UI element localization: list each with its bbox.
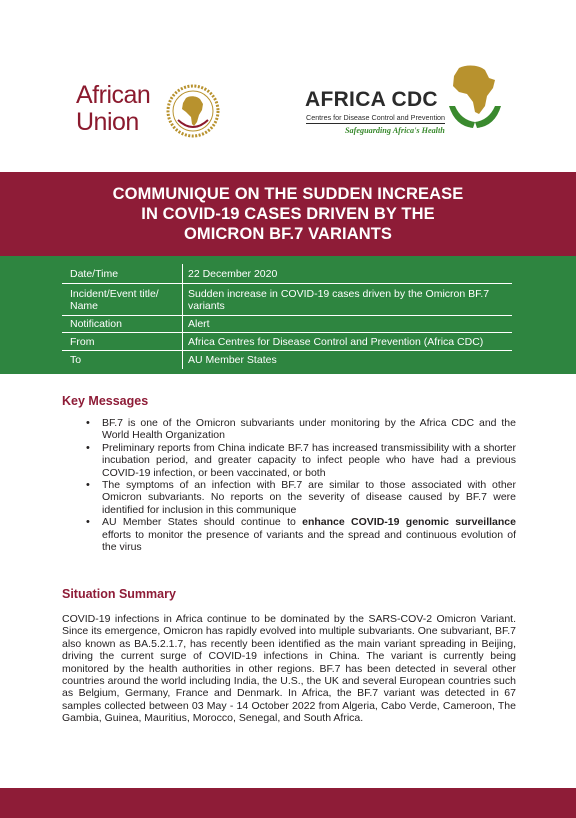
title-band [0,172,576,256]
african-union-logo [76,82,246,142]
info-row-from [62,333,512,351]
item4-text-a: AU Member States should continue to [102,516,303,529]
item4-text-b: efforts to monitor the presence of variants and the spread and continuous evolution of the virus [102,528,516,554]
info-value: 22 December 2020 [188,268,278,280]
africa-hands-icon [445,62,505,134]
title-line2: IN COVID-19 CASES DRIVEN BY THE [141,205,435,223]
au-wordmark [76,82,150,136]
info-key: Incident/Event title/ Name [70,288,159,312]
info-value: Sudden increase in COVID-19 cases driven by the Omicron BF.7 variants [188,288,490,312]
au-line2: Union [76,108,139,136]
info-value: AU Member States [188,354,277,366]
key-messages-heading: Key Messages [62,394,149,408]
list-item: • BF.7 is one of the Omicron subvariants under monitoring by the Africa CDC and the World Health Organization [86,417,516,442]
cdc-subtitle: Centres for Disease Control and Prevention [306,113,446,122]
info-table [0,256,576,374]
list-item: • The symptoms of an infection with BF.7 are similar to those associated with other Omicron subvariants. No reports on the severity of disease caused by BF.7 were identified for inclusion in this communique [86,479,516,516]
list-item: • Preliminary reports from China indicate BF.7 has increased transmissibility with a shorter incubation period, and greater capacity to infect people who have had a previous COVID-19 infection, or been vaccinated, or both [86,442,516,479]
cdc-tagline: Safeguarding Africa's Health [345,126,445,135]
situation-paragraph: COVID-19 infections in Africa continue to be dominated by the SARS-COV-2 Omicron Variant. Since its emergence, Omicron has rapidly evolved into multiple subvariants. One subvariant, BF.7 also known as BA.5.2.1.7, has recently been identified as the main variant spreading in Beijing, driving the current surge of COVID-19 infections in China. The variant is currently being monitored by the health authorities in other regions. BF.7 has been detected in several other countries around the world including India, the U.S., the UK and several European countries such as Belgium, Germany, France and Denmark. In Africa, the BF.7 variant was detected in 67 samples collected between 03 May - 14 October 2022 from Algeria, Cabo Verde, Cameroon, The Gambia, Guinea, Mauritius, Morocco, Senegal, and South Africa. [62,613,516,725]
au-emblem-icon [166,84,220,138]
header-logos [0,0,576,172]
list-item [86,516,516,553]
africa-cdc-logo [305,62,505,142]
info-key: To [70,354,82,366]
info-key: Notification [70,318,122,330]
info-row-title [62,284,512,316]
item4-bold: enhance COVID-19 genomic surveillance [302,516,516,529]
cdc-name: AFRICA CDC [305,88,438,111]
footer-band [0,788,576,818]
info-key: From [70,336,95,348]
au-line1: African [76,81,151,109]
key-messages-list [86,417,516,553]
info-row-notification [62,316,512,333]
info-value: Alert [188,318,210,330]
page-title [113,184,464,244]
situation-heading: Situation Summary [62,587,176,601]
info-value: Africa Centres for Disease Control and Prevention (Africa CDC) [188,336,484,348]
info-key: Date/Time [70,268,119,280]
info-row-date [62,264,512,284]
info-row-to [62,351,512,369]
title-line3: OMICRON BF.7 VARIANTS [183,225,393,243]
title-line1: COMMUNIQUE ON THE SUDDEN INCREASE [112,185,464,203]
